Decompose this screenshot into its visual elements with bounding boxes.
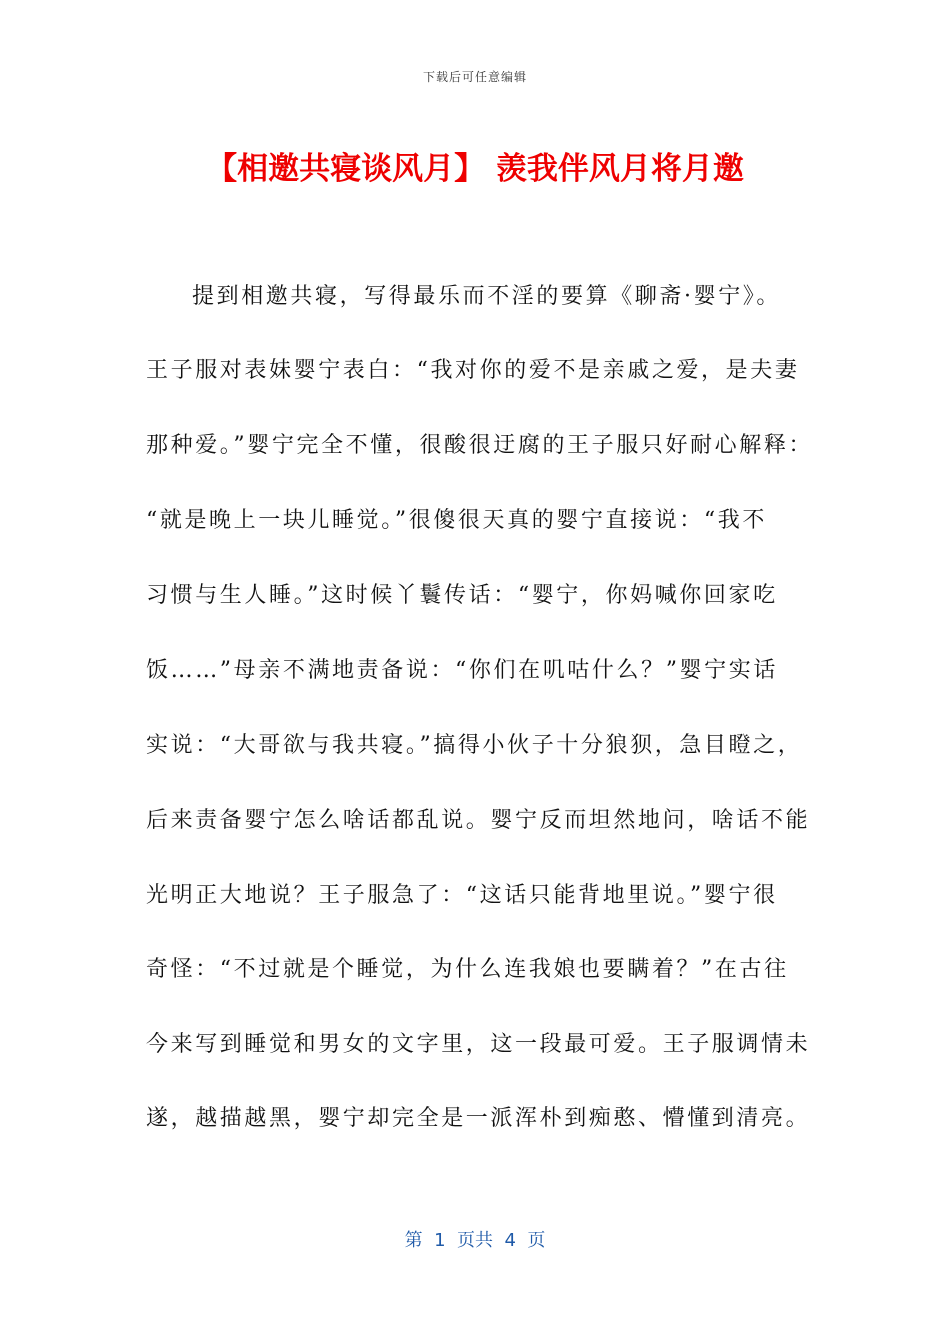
paragraph-line: 遂，越描越黑，婴宁却完全是一派浑朴到痴憨、懵懂到清亮。 — [146, 1106, 811, 1131]
document-title: 【相邀共寝谈风月】 羡我伴风月将月邀 — [206, 151, 744, 187]
paragraph-line: “就是晚上一块儿睡觉。”很傻很天真的婴宁直接说：“我不 — [146, 508, 767, 533]
paragraph-line: 饭……”母亲不满地责备说：“你们在叽咕什么？”婴宁实话 — [146, 658, 778, 683]
paragraph-line: 习惯与生人睡。”这时候丫鬟传话：“婴宁，你妈喊你回家吃 — [146, 583, 778, 608]
paragraph-line: 提到相邀共寝，写得最乐而不淫的要算《聊斋·婴宁》。 — [192, 284, 781, 309]
header-note: 下载后可任意编辑 — [422, 70, 527, 84]
paragraph-line: 后来责备婴宁怎么啥话都乱说。婴宁反而坦然地问，啥话不能 — [146, 808, 811, 833]
paragraph-line: 光明正大地说？王子服急了：“这话只能背地里说。”婴宁很 — [146, 883, 778, 908]
page-number-footer: 第 1 页共 4 页 — [404, 1230, 546, 1251]
paragraph-line: 奇怪：“不过就是个睡觉，为什么连我娘也要瞒着？”在古往 — [146, 957, 789, 982]
paragraph-line: 实说：“大哥欲与我共寝。”搞得小伙子十分狼狈，急目瞪之， — [146, 733, 803, 758]
paragraph-line: 王子服对表妹婴宁表白：“我对你的爱不是亲戚之爱，是夫妻 — [146, 358, 800, 383]
paragraph-line: 今来写到睡觉和男女的文字里，这一段最可爱。王子服调情未 — [146, 1032, 811, 1057]
paragraph-line: 那种爱。”婴宁完全不懂，很酸很迂腐的王子服只好耐心解释： — [146, 433, 814, 458]
